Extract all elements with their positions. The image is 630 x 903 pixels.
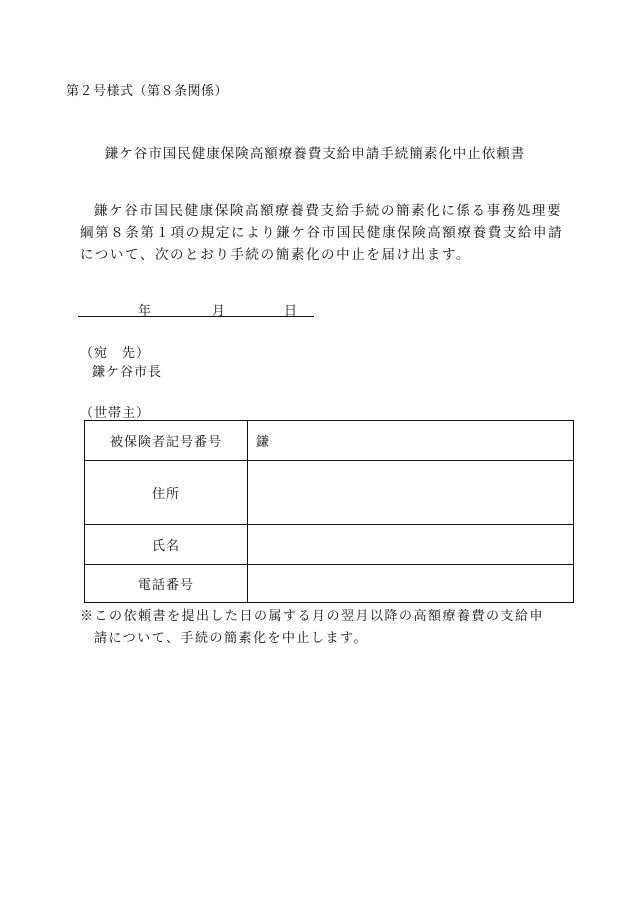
phone-label: 電話番号 [85, 565, 248, 603]
note [80, 606, 580, 650]
date-field[interactable] [78, 300, 314, 317]
table-row [85, 525, 574, 565]
table-row [85, 461, 574, 525]
date-day-label: 日 [284, 304, 298, 319]
phone-field[interactable] [248, 565, 574, 603]
date-year-label: 年 [138, 304, 152, 319]
address-label: 住所 [85, 461, 248, 525]
household-head-label: （世帯主） [80, 406, 151, 421]
table-row [85, 421, 574, 461]
addressee-label: （宛 先） [80, 346, 151, 361]
body-text [80, 200, 580, 266]
info-table [84, 420, 574, 603]
note-line-1: ※この依頼書を提出した日の属する月の翌月以降の高額療養費の支給申 [80, 609, 545, 624]
note-line-2: 請について、手続の簡素化を中止します。 [94, 631, 368, 646]
date-month-label: 月 [212, 304, 226, 319]
body-line-2: 綱第８条第１項の規定により鎌ケ谷市国民健康保険高額療養費支給申請 [80, 225, 564, 241]
table-row [85, 565, 574, 603]
address-field[interactable] [248, 461, 574, 525]
body-line-1: 鎌ケ谷市国民健康保険高額療養費支給手続の簡素化に係る事務処理要 [94, 203, 563, 219]
body-line-3: について、次のとおり手続の簡素化の中止を届け出ます。 [80, 247, 471, 263]
name-field[interactable] [248, 525, 574, 565]
insured-number-field[interactable]: 鎌 [248, 421, 574, 461]
name-label: 氏名 [85, 525, 248, 565]
addressee-name: 鎌ケ谷市長 [92, 365, 163, 380]
insured-number-label: 被保険者記号番号 [85, 421, 248, 461]
document-title: 鎌ケ谷市国民健康保険高額療養費支給申請手続簡素化中止依頼書 [104, 146, 526, 162]
form-number: 第２号様式（第８条関係） [66, 84, 229, 99]
